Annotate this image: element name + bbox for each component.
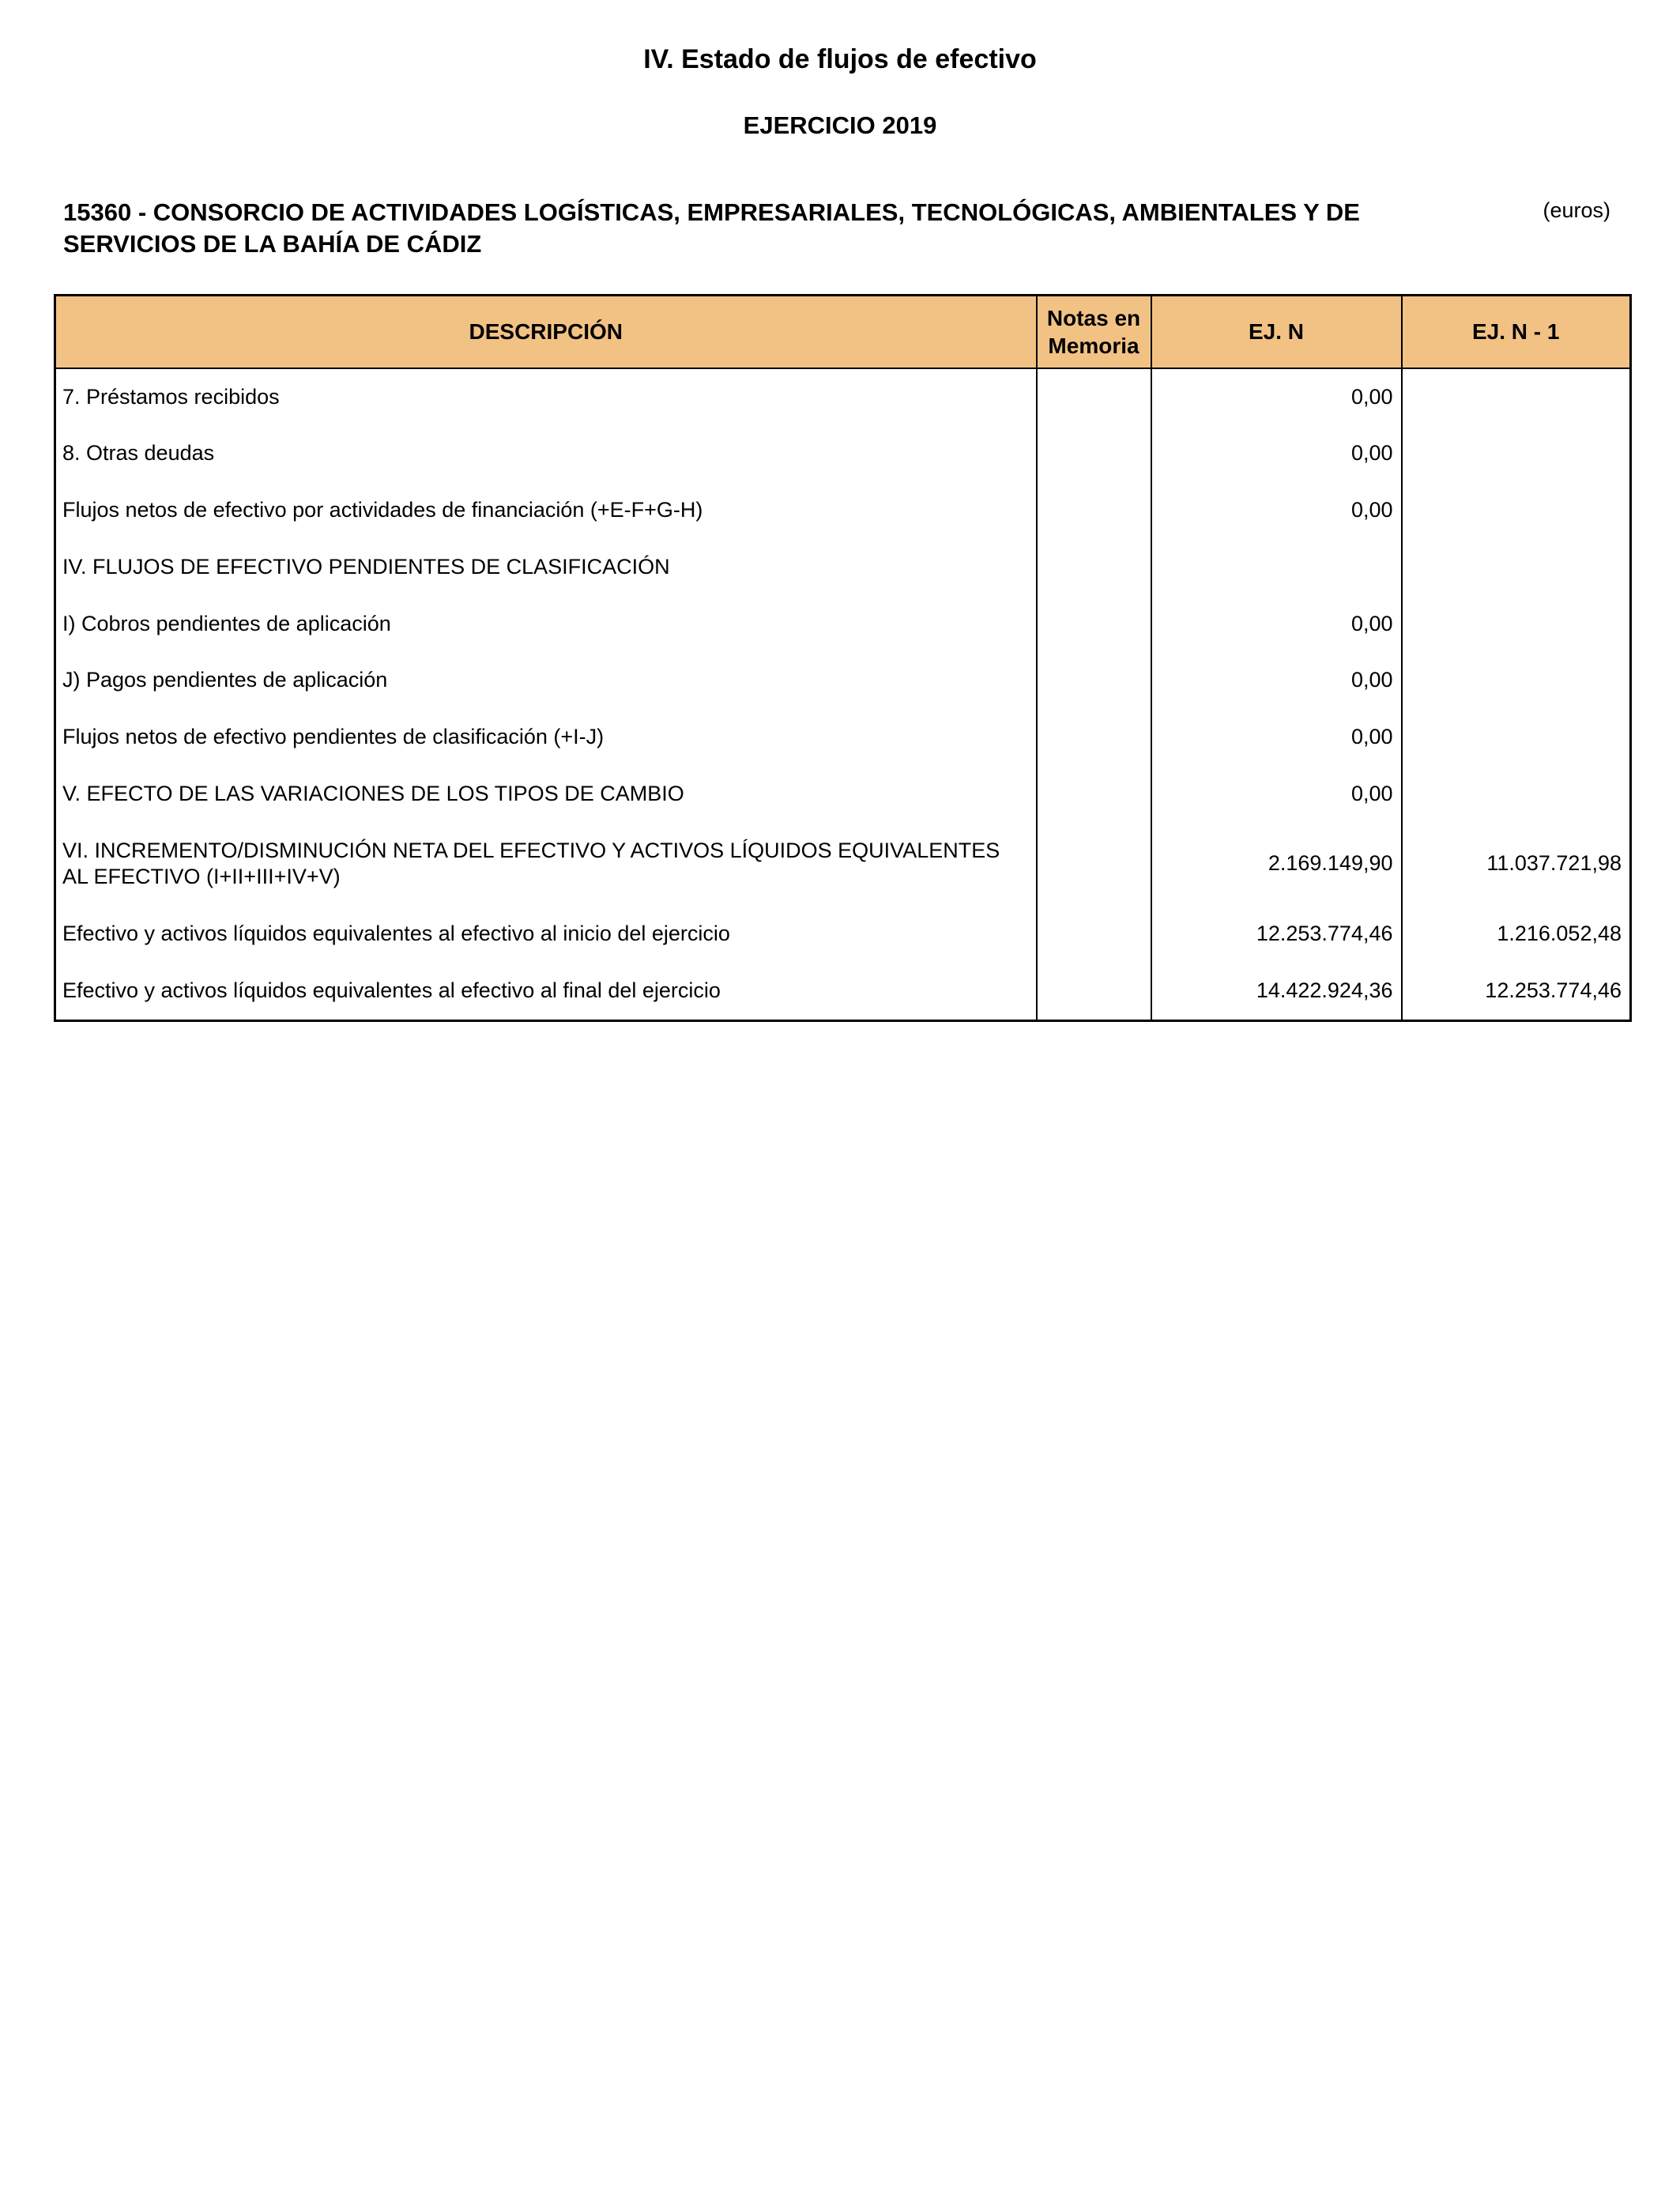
row-description: IV. FLUJOS DE EFECTIVO PENDIENTES DE CLASIFICACIÓN [55,539,1037,596]
row-ej-n-value: 0,00 [1151,368,1402,426]
table-header [55,295,1631,368]
row-ej-n1-value: 1.216.052,48 [1402,906,1631,963]
row-ej-n1-value [1402,652,1631,709]
row-ej-n1-value: 12.253.774,46 [1402,963,1631,1020]
row-ej-n1-value [1402,482,1631,539]
table-body [55,368,1631,1021]
row-notes [1037,596,1151,653]
row-notes [1037,766,1151,823]
header-notas-en-memoria: Notas en Memoria [1037,295,1151,368]
page-subtitle: EJERCICIO 2019 [743,111,937,139]
row-ej-n1-value [1402,368,1631,426]
row-description: J) Pagos pendientes de aplicación [55,652,1037,709]
header-ej-n: EJ. N [1151,295,1402,368]
table-row [55,709,1631,766]
row-description: Efectivo y activos líquidos equivalentes al efectivo al final del ejercicio [55,963,1037,1020]
cash-flow-table [54,294,1632,1022]
row-ej-n1-value [1402,539,1631,596]
row-description: 8. Otras deudas [55,425,1037,482]
row-notes [1037,906,1151,963]
row-ej-n-value: 0,00 [1151,709,1402,766]
row-ej-n-value: 14.422.924,36 [1151,963,1402,1020]
row-description: I) Cobros pendientes de aplicación [55,596,1037,653]
entity-name: 15360 - CONSORCIO DE ACTIVIDADES LOGÍSTICAS, EMPRESARIALES, TECNOLÓGICAS, AMBIENTALES Y DE SERVICIOS DE LA BAHÍA DE CÁDIZ [63,198,1360,258]
table-row [55,963,1631,1020]
row-description: Efectivo y activos líquidos equivalentes al efectivo al inicio del ejercicio [55,906,1037,963]
page-title: IV. Estado de flujos de efectivo [643,44,1037,74]
row-description: VI. INCREMENTO/DISMINUCIÓN NETA DEL EFECTIVO Y ACTIVOS LÍQUIDOS EQUIVALENTES AL EFECTIVO (I+II+III+IV+V) [55,823,1037,907]
row-ej-n1-value [1402,766,1631,823]
table-row [55,482,1631,539]
row-ej-n-value: 0,00 [1151,596,1402,653]
row-notes [1037,482,1151,539]
table-row [55,906,1631,963]
entity-header [52,197,1628,261]
currency-note: (euros) [1543,198,1610,222]
row-ej-n-value: 0,00 [1151,425,1402,482]
row-notes [1037,652,1151,709]
table-row [55,425,1631,482]
header-ej-n-1: EJ. N - 1 [1402,295,1631,368]
row-ej-n1-value [1402,425,1631,482]
row-notes [1037,539,1151,596]
row-description: V. EFECTO DE LAS VARIACIONES DE LOS TIPOS DE CAMBIO [55,766,1037,823]
table-row [55,368,1631,426]
header-descripcion: DESCRIPCIÓN [55,295,1037,368]
table-row [55,596,1631,653]
row-ej-n1-value [1402,709,1631,766]
row-ej-n1-value [1402,596,1631,653]
row-ej-n1-value: 11.037.721,98 [1402,823,1631,907]
document [0,0,1680,1022]
row-ej-n-value: 0,00 [1151,482,1402,539]
row-description: Flujos netos de efectivo por actividades de financiación (+E-F+G-H) [55,482,1037,539]
row-notes [1037,425,1151,482]
row-description: Flujos netos de efectivo pendientes de clasificación (+I-J) [55,709,1037,766]
row-notes [1037,709,1151,766]
row-description: 7. Préstamos recibidos [55,368,1037,426]
row-notes [1037,963,1151,1020]
row-notes [1037,823,1151,907]
table-header-row [55,295,1631,368]
row-ej-n-value: 0,00 [1151,652,1402,709]
row-ej-n-value: 2.169.149,90 [1151,823,1402,907]
row-ej-n-value [1151,539,1402,596]
row-ej-n-value: 0,00 [1151,766,1402,823]
row-notes [1037,368,1151,426]
row-ej-n-value: 12.253.774,46 [1151,906,1402,963]
table-row [55,539,1631,596]
table-row [55,652,1631,709]
table-row [55,766,1631,823]
table-row [55,823,1631,907]
